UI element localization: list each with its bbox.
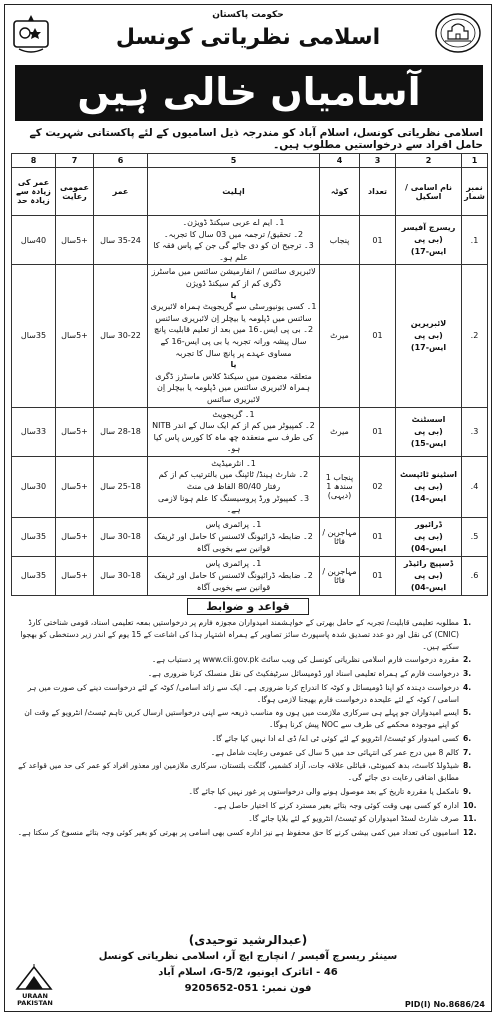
cell-count: 01: [360, 216, 396, 265]
qualification-line: 1۔ گریجویٹ: [212, 409, 255, 419]
cell-quota: پنجاب: [320, 216, 360, 265]
term-text: کالم 8 میں درج عمر کی انتہائی حد میں 5 سال کی عمومی رعایت شامل ہے۔: [210, 747, 459, 757]
list-item: [15, 733, 483, 745]
cell-count: 01: [360, 556, 396, 595]
list-item: [15, 760, 483, 784]
term-text: صرف شارٹ لسٹڈ امیدواران کو ٹیسٹ/ انٹرویو کے لئے بلایا جائے گا۔: [248, 814, 459, 824]
column-number: 8: [12, 154, 56, 168]
post-scale: (بی پی ایس-15): [410, 426, 447, 448]
term-text: درخواست دہندہ کو اپنا ڈومیسائل و کوٹہ کا اندراج کرنا ضروری ہے۔ ایک سے زائد اسامی/ کوٹہ کے لئے درخواست دینے کی صورت میں ہر اسامی / کوٹہ کے لئے علیحدہ درخواست فارم بھیجنا لازمی ہوگا۔: [27, 682, 459, 704]
term-text: ایسے امیدواران جو پہلے ہی سرکاری ملازمت میں ہوں وہ مناسب ذریعہ سے اپنی درخواستیں ارسال کریں تاہم ٹیسٹ/ انٹرویو کے وقت ان کو اپنے موجودہ محکمے کی طرف سے NOC پیش کرنا ہوگا۔: [24, 708, 459, 730]
column-number: 7: [56, 154, 94, 168]
qualification-line: لائبریری سائنس / انفارمیشن سائنس میں ماسٹرز ڈگری کم از کم سیکنڈ ڈویژن: [151, 267, 316, 288]
cell-age: 30-22 سال: [94, 265, 148, 407]
term-text: کسی امیدوار کو ٹیسٹ/ انٹرویو کے لئے کوئی ٹی اے/ ڈی اے ادا نہیں کیا جائے گا۔: [211, 733, 459, 743]
cell-max-age: 30سال: [12, 456, 56, 517]
term-number: 12.: [463, 828, 477, 838]
cell-age: 25-18 سال: [94, 456, 148, 517]
cell-count: 01: [360, 265, 396, 407]
list-item: [15, 786, 483, 798]
cell-qualification: [148, 556, 320, 595]
office-address: 46 - اتاترک ایونیو، G-5/2، اسلام آباد: [158, 967, 338, 978]
term-number: 4.: [463, 682, 472, 692]
qualification-line: 1۔ پرائمری پاس: [205, 559, 262, 569]
cell-relaxation: +5سال: [56, 216, 94, 265]
cell-age: 28-18 سال: [94, 407, 148, 456]
list-item: [15, 747, 483, 759]
or-separator: یا: [230, 290, 237, 300]
terms-title: قواعد و ضوابط: [187, 598, 308, 615]
cell-serial: 4.: [462, 456, 488, 517]
post-title: لائبریرین: [410, 318, 447, 328]
post-scale: (بی پی ایس-04): [410, 570, 447, 592]
cell-relaxation: +5سال: [56, 556, 94, 595]
post-title: ڈسپیچ رائیڈر: [403, 558, 454, 568]
qualification-line: 2۔ بی پی ایس۔16 میں بعد از تعلیم قابلیت پانچ سال پیشہ ورانہ تجربہ یا بی پی ایس-16 کے مساوی عہدے پر پانچ سال کا تجربہ: [153, 325, 314, 358]
column-label-row: [12, 168, 488, 216]
cell-qualification: [148, 407, 320, 456]
qualification-line: 2۔ کمپیوٹر میں کم از کم ایک سال کے اندر NITB کی طرف سے منعقدہ چھ ماہ کا کورس پاس کیا ہو۔: [152, 421, 315, 454]
post-title: اسٹینو ٹائپسٹ: [399, 469, 458, 479]
cell-quota: میرٹ: [320, 265, 360, 407]
cell-max-age: 35سال: [12, 265, 56, 407]
term-text: ادارہ کو کسی بھی وقت کوئی وجہ بتائے بغیر مسترد کرنے کا اختیار حاصل ہے۔: [213, 800, 459, 810]
post-title: اسسٹنٹ: [411, 414, 446, 424]
list-item: [15, 827, 483, 839]
term-number: 6.: [463, 733, 472, 743]
vacancies-table: [11, 153, 488, 596]
term-number: 10.: [463, 800, 477, 810]
term-number: 1.: [463, 618, 472, 627]
terms-list: [15, 617, 483, 841]
cell-max-age: 40سال: [12, 216, 56, 265]
term-text: مطلوبہ تعلیمی قابلیت/ تجربہ کے حامل بھرتی کے خواہشمند امیدواران مجوزہ فارم پر درخواستیں بمعہ تعلیمی اسناد، قومی شناختی کارڈ (CNIC) کی نقل اور دو عدد تصدیق شدہ پاسپورٹ سائز تصاویر کے ہمراہ اشتہار ہذا کی اشاعت کے 15 یوم کے اندر زیر دستخطی کو بھجوا سکتے ہیں۔: [20, 618, 459, 651]
column-header-serial: نمبر شمار: [462, 168, 488, 216]
cell-count: 01: [360, 517, 396, 556]
qualification-line: 3۔ کمپیوٹر ورڈ پروسیسنگ کا علم ہونا لازمی ہے۔: [157, 493, 310, 515]
column-number: 5: [148, 154, 320, 168]
cell-serial: 2.: [462, 265, 488, 407]
column-header-qualification: اہلیت: [148, 168, 320, 216]
cell-post: [396, 407, 462, 456]
qualification-line: 1۔ انٹرمیڈیٹ: [211, 458, 256, 468]
cell-quota: میرٹ: [320, 407, 360, 456]
cell-max-age: 35سال: [12, 517, 56, 556]
qualification-line: 1۔ پرائمری پاس: [205, 520, 262, 530]
cell-serial: 5.: [462, 517, 488, 556]
list-item: [15, 654, 483, 666]
column-header-count: تعداد: [360, 168, 396, 216]
cell-post: [396, 456, 462, 517]
cell-serial: 6.: [462, 556, 488, 595]
term-text: نامکمل یا مقررہ تاریخ کے بعد موصول ہونے والی درخواستوں پر غور نہیں کیا جائے گا۔: [188, 786, 459, 796]
term-number: 2.: [463, 655, 472, 665]
column-header-relaxation: عمومی رعایت: [56, 168, 94, 216]
column-header-age: عمر: [94, 168, 148, 216]
list-item: [15, 800, 483, 812]
cell-age: 30-18 سال: [94, 517, 148, 556]
term-number: 5.: [463, 708, 472, 718]
cell-post: [396, 216, 462, 265]
cell-relaxation: +5سال: [56, 517, 94, 556]
qualification-line: 1۔ ایم اے عربی سیکنڈ ڈویژن۔: [182, 218, 285, 227]
column-header-quota: کوٹہ: [320, 168, 360, 216]
header: [5, 5, 491, 63]
cell-serial: 1.: [462, 216, 488, 265]
cell-qualification: [148, 216, 320, 265]
cell-age: 30-18 سال: [94, 556, 148, 595]
government-title: حکومت پاکستان: [212, 10, 284, 20]
cell-qualification: [148, 265, 320, 407]
cell-serial: 3.: [462, 407, 488, 456]
pid-number: PID(I) No.8686/24: [404, 1000, 485, 1009]
cell-quota: مہاجرین / فاٹا: [320, 556, 360, 595]
intro-text: اسلامی نظریاتی کونسل، اسلام آباد کو مندرجہ ذیل اسامیوں کے لئے پاکستانی شہریت کے حامل افراد سے درخواستیں مطلوب ہیں۔: [29, 127, 483, 151]
advertisement-page: [4, 4, 492, 1012]
cell-post: [396, 517, 462, 556]
column-number: 6: [94, 154, 148, 168]
table-row: [12, 265, 488, 407]
list-item: [15, 813, 483, 825]
term-text: مقررہ درخواست فارم اسلامی نظریاتی کونسل کی ویب سائٹ www.cii.gov.pk پر دستیاب ہے۔: [151, 655, 459, 665]
list-item: [15, 682, 483, 706]
signatory-designation: سینئر ریسرچ آفیسر / انچارج ایچ آر، اسلامی نظریاتی کونسل: [98, 951, 398, 962]
qualification-line: 3۔ ترجیح ان کو دی جائے گی جن کے پاس فقہ کا علم ہو۔: [153, 241, 314, 262]
cell-qualification: [148, 456, 320, 517]
cell-count: 02: [360, 456, 396, 517]
qualification-line: 1۔ کسی یونیورسٹی سے گریجویٹ ہمراہ لائبریری سائنس میں ڈپلومہ یا بیچلر اِن لائبریری سائنس: [150, 302, 317, 323]
term-number: 7.: [463, 747, 472, 757]
cell-post: [396, 556, 462, 595]
qualification-line: 2۔ ضابطہ ڈرائیونگ لائسنس کا حامل اور ٹریفک قوانین سے بخوبی آگاہ: [154, 532, 313, 553]
cell-qualification: [148, 517, 320, 556]
cell-relaxation: +5سال: [56, 407, 94, 456]
office-phone: فون نمبر: 051-9205652: [184, 983, 312, 994]
cell-relaxation: +5سال: [56, 456, 94, 517]
table-row: [12, 556, 488, 595]
column-header-max-age: عمر کی زیادہ سے زیادہ حد: [12, 168, 56, 216]
council-logo-icon: [433, 11, 483, 55]
term-number: 11.: [463, 814, 477, 824]
post-scale: (بی پی ایس-17): [410, 330, 447, 352]
cell-post: [396, 265, 462, 407]
table-row: [12, 456, 488, 517]
post-scale: (بی پی ایس-14): [410, 481, 447, 503]
list-item: [15, 707, 483, 731]
cell-max-age: 35سال: [12, 556, 56, 595]
column-header-post: نام اسامی / اسکیل: [396, 168, 462, 216]
terms-heading: [5, 595, 491, 615]
post-title: ریسرچ آفیسر: [401, 223, 456, 233]
qualification-line: متعلقہ مضمون میں سیکنڈ کلاس ماسٹرز ڈگری ہمراہ لائبریری سائنس میں ڈپلومہ یا بیچلر اِن لائبریری سائنس: [155, 371, 312, 404]
table-row: [12, 216, 488, 265]
cell-age: 35-24 سال: [94, 216, 148, 265]
or-separator: یا: [230, 360, 237, 370]
qualification-line: 2۔ تحقیق/ ترجمہ میں 03 سال کا تجربہ۔: [163, 229, 304, 239]
post-scale: (بی پی ایس-04): [410, 531, 447, 553]
term-text: اسامیوں کی تعداد میں کمی بیشی کرنے کا حق محفوظ ہے نیز ادارہ کسی بھی اسامی پر بھرتی کو بغیر کوئی وجہ بتائے منسوخ کر سکتا ہے۔: [17, 828, 459, 838]
uraan-label-line2: PAKISTAN: [17, 999, 53, 1008]
list-item: [15, 668, 483, 680]
term-text: شیڈولڈ کاسٹ، بدھ کمیونٹی، قبائلی علاقہ جات، آزاد کشمیر، گلگت بلتستان، سرکاری ملازمین اور معذور افراد کو عمر کی حد میں قواعد کے مطابق اضافی رعایت دی جائے گی۔: [18, 761, 459, 783]
cell-relaxation: +5سال: [56, 265, 94, 407]
uraan-pakistan-label: [9, 993, 61, 1007]
cell-count: 01: [360, 407, 396, 456]
column-number-row: [12, 154, 488, 168]
table-row: [12, 407, 488, 456]
qualification-line: 2۔ شارٹ ہینڈ/ ٹائپنگ میں بالترتیب کم از کم رفتار 80/40 الفاظ فی منٹ: [158, 470, 309, 492]
cell-max-age: 33سال: [12, 407, 56, 456]
column-number: 2: [396, 154, 462, 168]
cell-quota: پنجاب 1 سندھ 1 (دیہی): [320, 456, 360, 517]
term-number: 8.: [463, 761, 472, 771]
council-name: اسلامی نظریاتی کونسل: [115, 25, 381, 50]
qualification-line: 2۔ ضابطہ ڈرائیونگ لائسنس کا حامل اور ٹریفک قوانین سے بخوبی آگاہ: [154, 571, 313, 592]
table-row: [12, 517, 488, 556]
signatory-name: (عبدالرشید توحیدی): [188, 933, 308, 947]
list-item: [15, 617, 483, 652]
column-number: 1: [462, 154, 488, 168]
uraan-label-line1: URAAN: [22, 992, 48, 1000]
vacancies-banner: آسامیاں خالی ہیں: [15, 65, 483, 121]
column-number: 3: [360, 154, 396, 168]
post-scale: (بی پی ایس-17): [410, 235, 447, 257]
column-number: 4: [320, 154, 360, 168]
term-number: 3.: [463, 669, 472, 679]
term-text: درخواست فارم کے ہمراہ تعلیمی اسناد اور ڈومیسائل سرٹیفکیٹ کی نقل منسلک کرنا ضروری ہے۔: [147, 669, 459, 679]
term-number: 9.: [463, 786, 472, 796]
cell-quota: مہاجرین / فاٹا: [320, 517, 360, 556]
post-title: ڈرائیور: [415, 519, 442, 529]
